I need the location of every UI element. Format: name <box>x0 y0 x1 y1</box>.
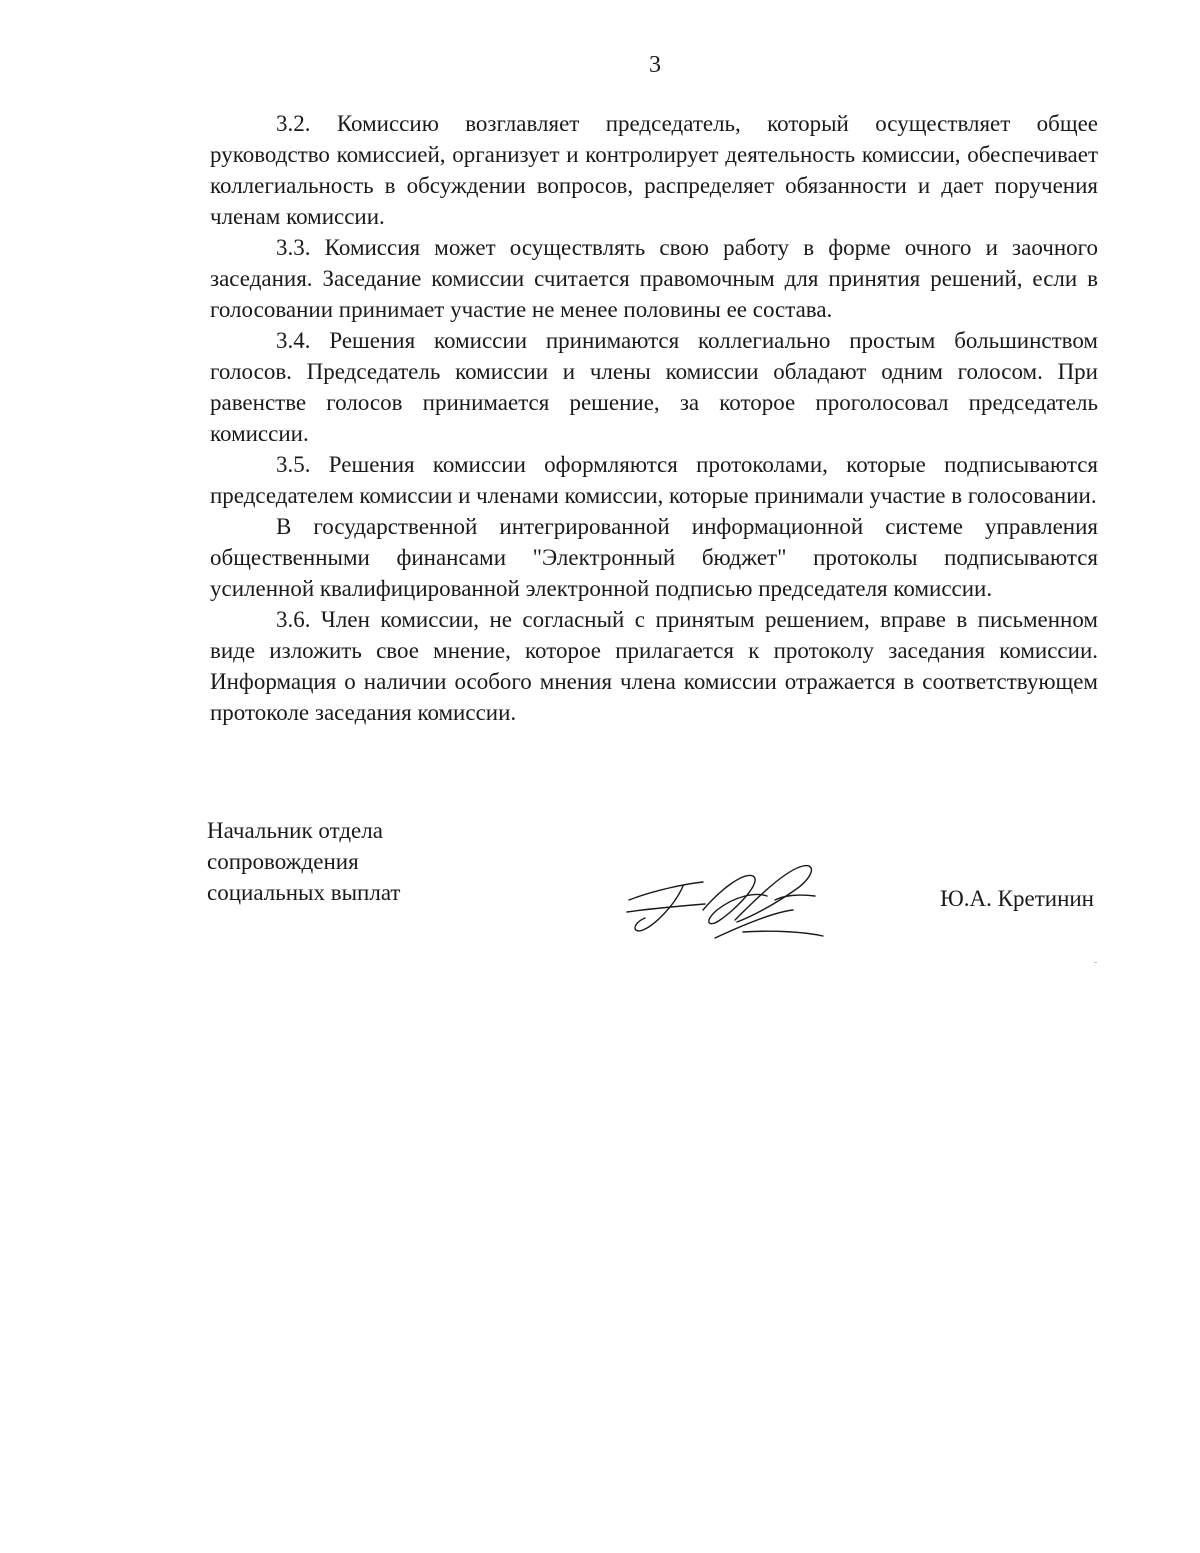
signatory-position-line: Начальник отдела <box>207 818 383 843</box>
paragraph-3-2: 3.2. Комиссию возглавляет председатель, который осуществляет общее руководство комиссией, организует и контролирует деятельность комиссии, обеспечивает коллегиальность в обсуждении вопросов, распределяет обязанности и дает поручения членам комиссии. <box>210 111 1098 229</box>
paragraph-3-4: 3.4. Решения комиссии принимаются коллегиально простым большинством голосов. Председатель комиссии и члены комиссии обладают одним голосом. При равенстве голосов принимается решение, за которое проголосовал председатель комиссии. <box>210 328 1098 446</box>
paragraph-3-5: 3.5. Решения комиссии оформляются протоколами, которые подписываются председателем комиссии и членами комиссии, которые принимали участие в голосовании. <box>210 452 1098 508</box>
signature-block <box>207 815 1100 955</box>
scan-artifact <box>1094 962 1097 963</box>
document-body <box>210 108 1098 728</box>
signatory-position-line: социальных выплат <box>207 880 401 905</box>
signatory-name: Ю.А. Кретинин <box>940 886 1094 911</box>
paragraph-electronic-budget: В государственной интегрированной информационной системе управления общественными финансами "Электронный бюджет" протоколы подписываются усиленной квалифицированной электронной подписью председателя комиссии. <box>210 514 1098 601</box>
page-number: 3 <box>649 52 661 78</box>
signatory-position-line: сопровождения <box>207 849 359 874</box>
handwritten-signature-image <box>625 860 825 945</box>
signatory-position <box>207 815 400 908</box>
paragraph-3-3: 3.3. Комиссия может осуществлять свою работу в форме очного и заочного заседания. Заседание комиссии считается правомочным для принятия решений, если в голосовании принимает участие не менее половины ее состава. <box>210 235 1098 322</box>
paragraph-3-6: 3.6. Член комиссии, не согласный с принятым решением, вправе в письменном виде изложить свое мнение, которое прилагается к протоколу заседания комиссии. Информация о наличии особого мнения члена комиссии отражается в соответствующем протоколе заседания комиссии. <box>210 607 1098 725</box>
